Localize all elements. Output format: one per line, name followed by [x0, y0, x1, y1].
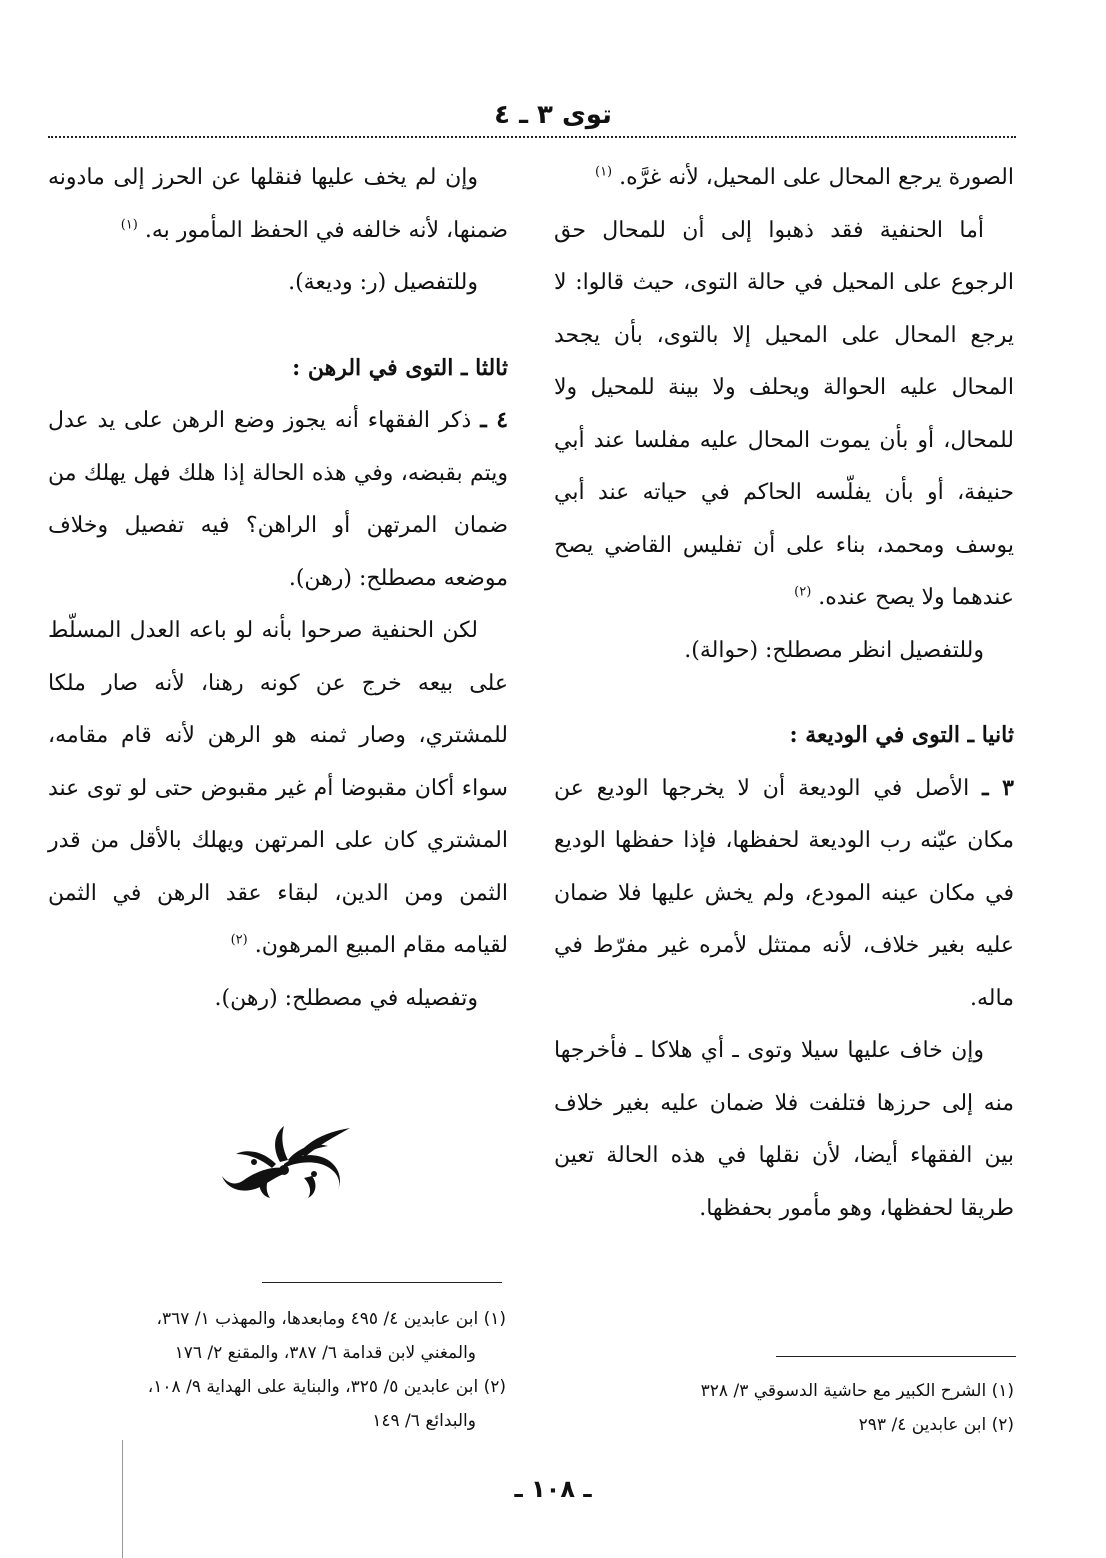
floral-ornament-icon	[214, 1118, 354, 1200]
left-column	[48, 152, 508, 1025]
footnote-1-line-2: والمغني لابن قدامة ٦/ ٣٨٧، والمقنع ٢/ ١٧٦	[174, 1343, 476, 1363]
left-paragraph-3: ٤ ـ ذكر الفقهاء أنه يجوز وضع الرهن على يد عدل ويتم بقبضه، وفي هذه الحالة إذا هلك فهل يهلك من ضمان المرتهن أو الراهن؟ فيه تفصيل وخلاف موضعه مصطلح: (رهن).	[48, 407, 509, 591]
left-paragraph-1: وإن لم يخف عليها فنقلها عن الحرز إلى مادونه ضمنها، لأنه خالفه في الحفظ المأمور به. $^{(١)}$	[48, 165, 508, 243]
right-paragraph-3: وللتفصيل انظر مصطلح: (حوالة).	[684, 637, 984, 663]
footnote-ref: (٢)	[794, 584, 812, 600]
footnote-ref: (١)	[120, 217, 138, 233]
footnote-2-line-2: والبدائع ٦/ ١٤٩	[372, 1411, 476, 1431]
footnote-rule-left	[262, 1282, 502, 1283]
left-paragraph-5: وتفصيله في مصطلح: (رهن).	[214, 985, 478, 1011]
left-paragraph-4: لكن الحنفية صرحوا بأنه لو باعه العدل المسلّط على بيعه خرج عن كونه رهنا، لأنه صار ملكا للمشتري، وصار ثمنه هو الرهن لأنه قام مقامه، سواء أكان مقبوضا أم غير مقبوض حتى لو توى عند المشتري كان على المرتهن ويهلك بالأقل من قدر الثمن ومن الدين، لبقاء عقد الرهن في الثمن لقيامه مقام المبيع المرهون. $^{(٢)}$	[48, 618, 508, 958]
right-column	[554, 152, 1014, 1235]
left-paragraph-2: وللتفصيل (ر: وديعة).	[288, 270, 478, 295]
footnote-1-line-1: (١) ابن عابدين ٤/ ٤٩٥ ومابعدها، والمهذب ١/ ٣٦٧،	[156, 1309, 506, 1329]
footnote-1: (١) الشرح الكبير مع حاشية الدسوقي ٣/ ٣٢٨	[700, 1381, 1014, 1401]
right-paragraph-2: أما الحنفية فقد ذهبوا إلى أن للمحال حق الرجوع على المحيل في حالة التوى، حيث قالوا: لا يرجع المحال على المحيل إلا بالتوى، بأن يجحد المحال عليه الحوالة ويحلف ولا بينة للمحيل ولا للمحال، أو بأن يموت المحال عليه مفلسا عند أبي حنيفة، أو بأن يفلّسه الحاكم في حياته عند أبي يوسف ومحمد، بناء على أن تفليس القاضي يصح عندهما ولا يصح عنده. $^{(٢)}$	[554, 217, 1014, 610]
footnote-2: (٢) ابن عابدين ٤/ ٢٩٣	[858, 1415, 1014, 1435]
footnote-ref: (٢)	[230, 932, 248, 948]
header-dotted-rule	[48, 136, 1016, 138]
right-paragraph-4: ٣ ـ الأصل في الوديعة أن لا يخرجها الوديع عن مكان عيّنه رب الوديعة لحفظها، فإذا حفظها الوديع في مكان عينه المودع، ولم يخش عليها فلا ضمان عليه بغير خلاف، لأنه ممتثل لأمره غير مفرّط في ماله.	[554, 774, 1014, 1011]
right-paragraph-1: الصورة يرجع المحال على المحيل، لأنه غرَّه. $^{(١)}$	[594, 164, 1014, 190]
right-paragraph-5: وإن خاف عليها سيلا وتوى ـ أي هلاكا ـ فأخرجها منه إلى حرزها فتلفت فلا ضمان عليه بغير خلاف بين الفقهاء أيضا، لأن نقلها في هذه الحالة تعين طريقا لحفظها، وهو مأمور بحفظها.	[554, 1038, 1014, 1221]
footnotes-left	[36, 1302, 506, 1438]
paragraph-number: ٣ ـ	[982, 774, 1014, 801]
footnote-rule-right	[776, 1356, 1016, 1357]
footnotes-right	[554, 1374, 1014, 1442]
footnote-2-line-1: (٢) ابن عابدين ٥/ ٣٢٥، والبناية على الهداية ٩/ ١٠٨،	[147, 1377, 506, 1397]
footnote-ref: (١)	[594, 164, 613, 180]
section-heading-pledge: ثالثا ـ التوى في الرهن :	[292, 354, 508, 381]
section-heading-deposit: ثانيا ـ التوى في الوديعة :	[789, 722, 1014, 748]
running-header: توى ٣ ـ ٤	[494, 100, 612, 130]
paragraph-number: ٤ ـ	[480, 407, 509, 433]
page-number: ـ ١٠٨ ـ	[514, 1475, 592, 1503]
